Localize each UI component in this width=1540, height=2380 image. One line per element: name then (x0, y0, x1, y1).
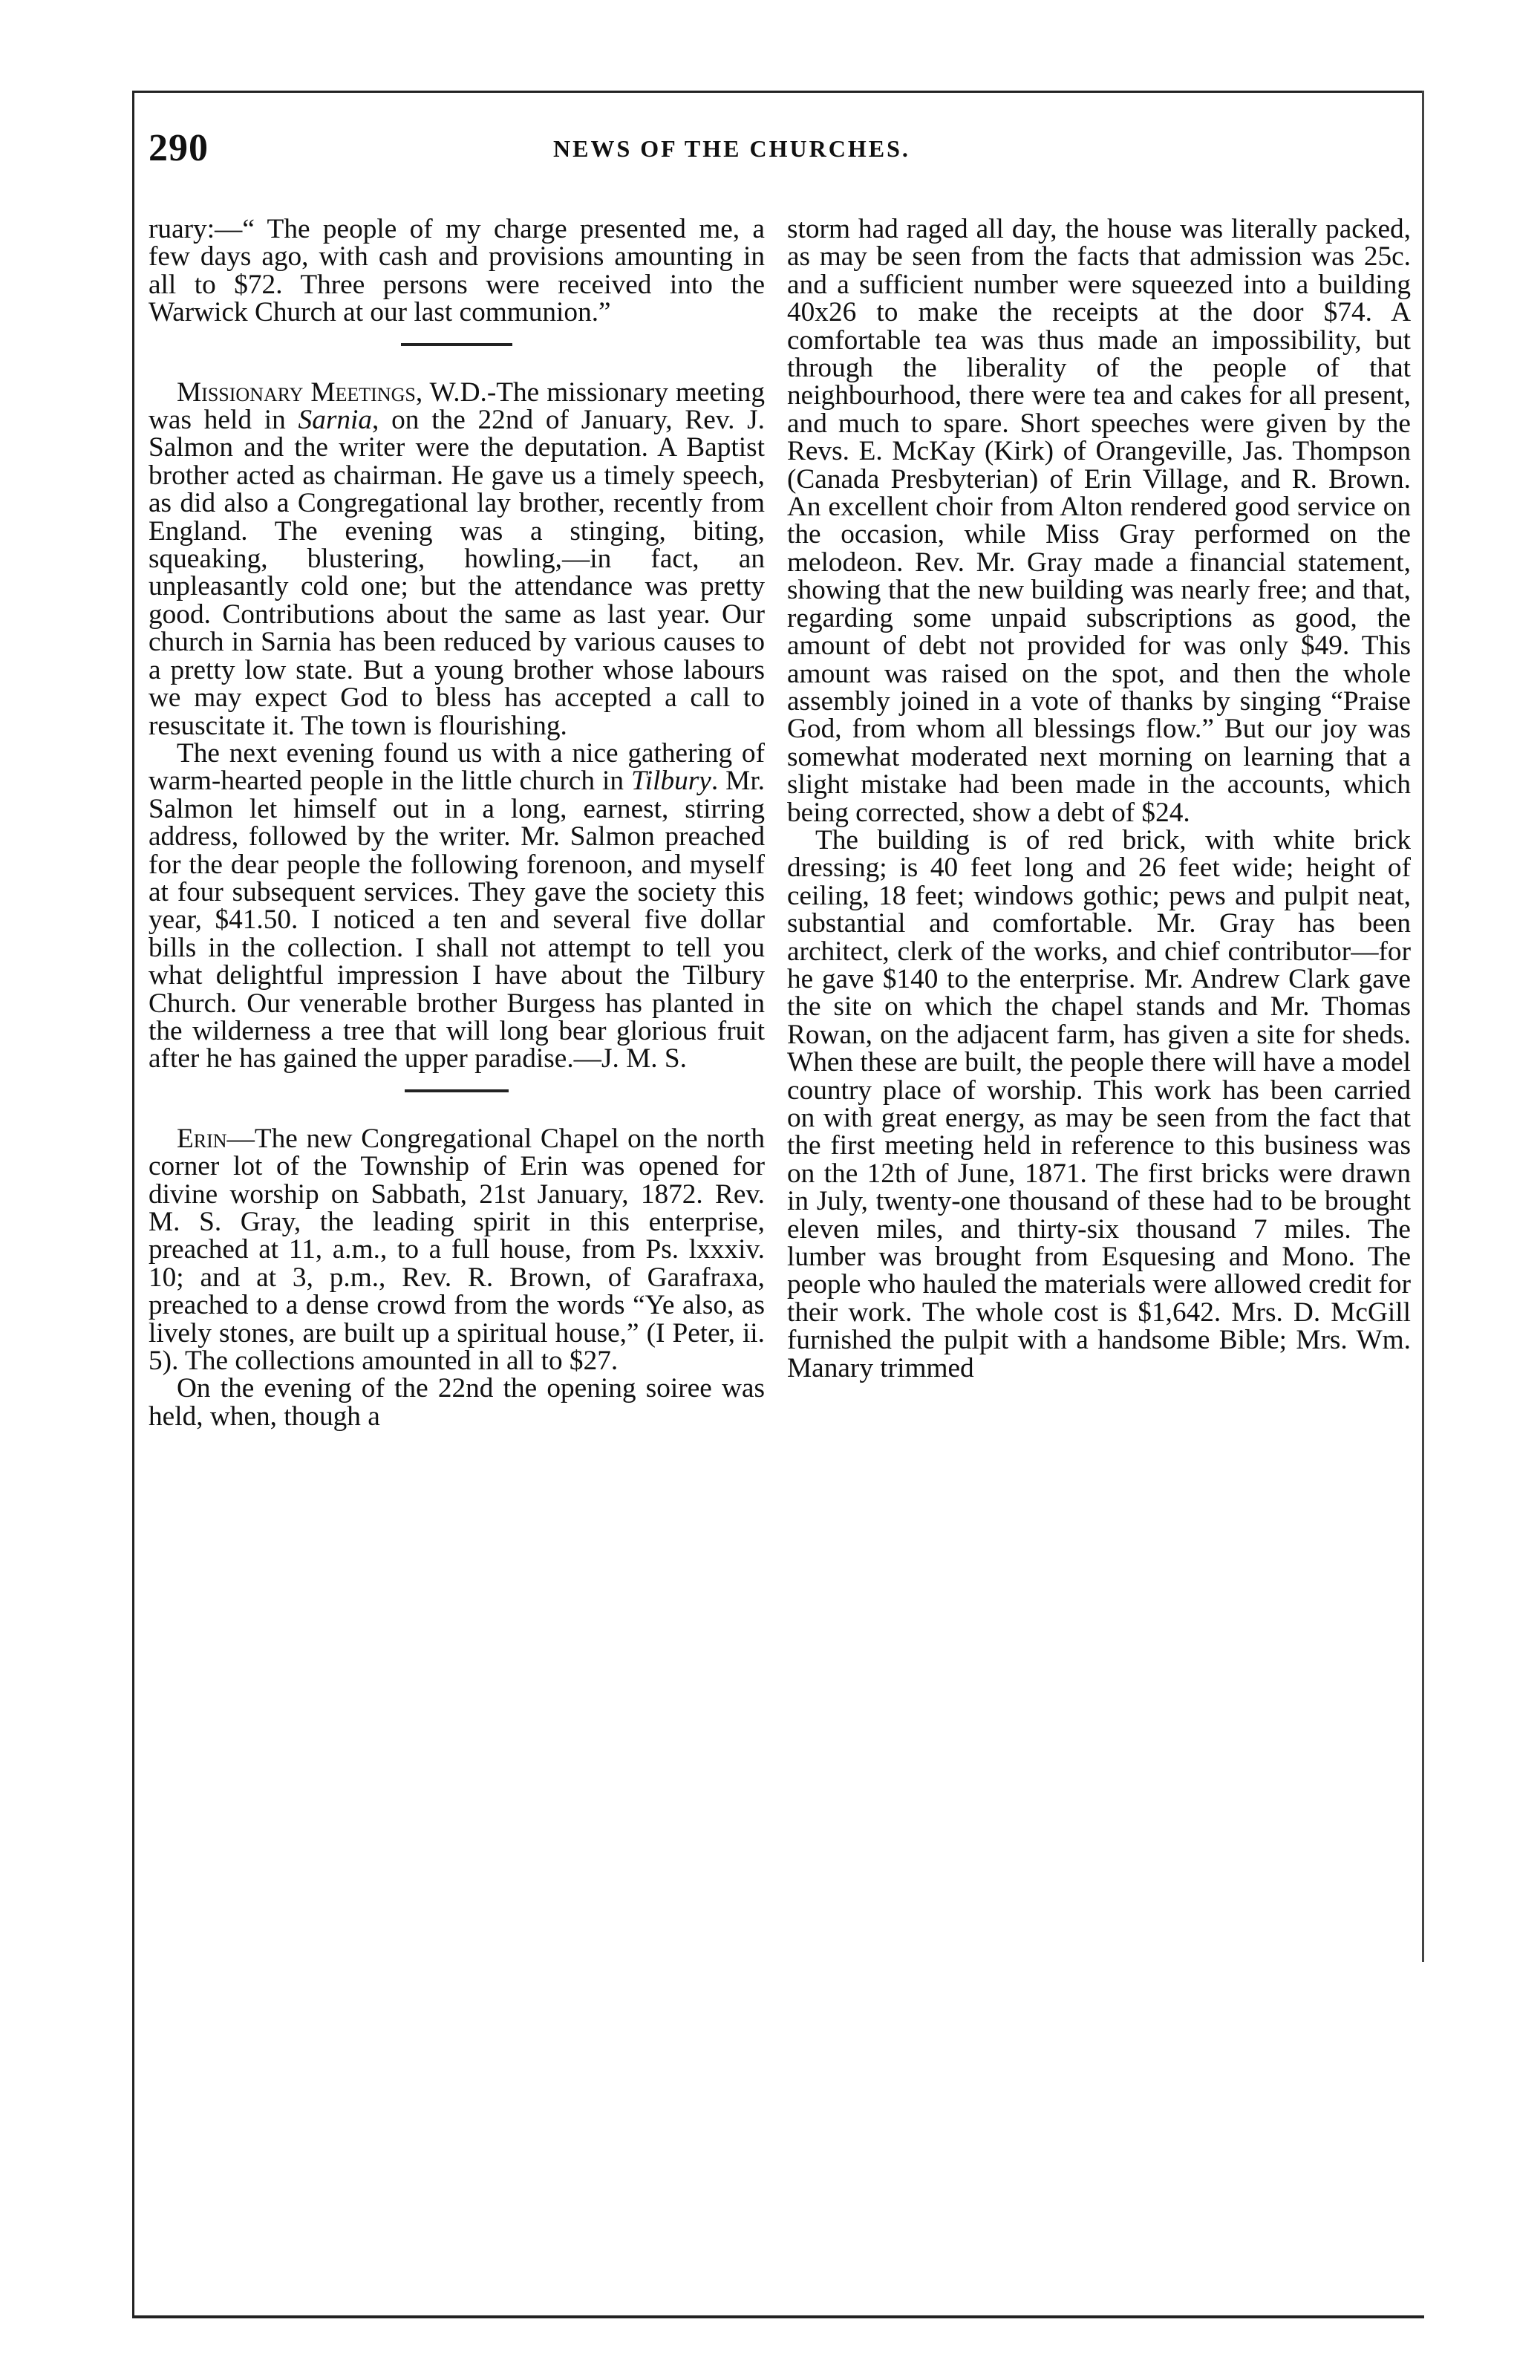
running-head: NEWS OF THE CHURCHES. (553, 135, 910, 162)
right-border-rule (1422, 91, 1424, 1962)
bottom-border-rule (132, 2315, 1424, 2318)
left-border-rule (132, 91, 134, 2318)
section-heading-erin: Erin (177, 1123, 227, 1154)
top-border-rule (132, 91, 1424, 93)
section-separator (401, 343, 512, 346)
paragraph-warwick-continuation: ruary:—“ The people of my charge presented me, a few days ago, with cash and provisions amounting in all to $72. Three persons were received into the Warwick Church at our last communion.” (149, 215, 765, 328)
paragraph-soiree-continuation: storm had raged all day, the house was literally packed, as may be seen from the facts that admission was 25c. and a sufficient number were squeezed into a building 40x26 to make the receipts at the door $74. A comfortable tea was thus made an impossibility, but through the liberality of the people of that neighbourhood, there were tea and cakes for all present, and much to spare. Short speeches were given by the Revs. E. McKay (Kirk) of Orangeville, Jas. Thompson (Canada Presbyterian) of Erin Village, and R. Brown. An excellent choir from Alton rendered good service on the occasion, while Miss Gray performed on the melodeon. Rev. Mr. Gray made a financial statement, showing that the new building was nearly free; and that, regarding some unpaid subscriptions as good, the amount of debt not provided for was only $49. This amount was raised on the spot, and then the whole assembly joined in a vote of thanks by singing “Praise God, from whom all blessings flow.” But our joy was somewhat moderated next morning on learning that a slight mistake had been made in the accounts, which being corrected, show a debt of $24. (787, 215, 1411, 828)
paragraph-erin-soiree: On the evening of the 22nd the opening soiree was held, when, though a (149, 1373, 765, 1432)
left-column (149, 215, 765, 2309)
section-heading-missionary: Missionary Meetings, W.D. (177, 376, 487, 408)
paragraph-erin-opening: Erin—The new Congregational Chapel on the north corner lot of the Township of Erin was opened for divine worship on Sabbath, 21st January, 1872. Rev. M. S. Gray, the leading spirit in this enterprise, preached at 11, a.m., to a full house, from Ps. lxxxiv. 10; and at 3, p.m., Rev. R. Brown, of Garafraxa, preached to a dense crowd from the words “Ye also, as lively stones, are built up a spiritual house,” (I Peter, ii. 5). The collections amounted in all to $27. (149, 1123, 765, 1377)
page-number: 290 (149, 127, 209, 169)
paragraph-building-description: The building is of red brick, with white brick dressing; is 40 feet long and 26 feet wide; height of ceiling, 18 feet; windows gothic; pews and pulpit neat, substantial and comfortable. Mr. Gray has been architect, clerk of the works, and chief contributor—for he gave $140 to the enterprise. Mr. Andrew Clark gave the site on which the chapel stands and Mr. Thomas Rowan, on the adjacent farm, has given a site for sheds. When these are built, the people there will have a model country place of worship. This work has been carried on with great energy, as may be seen from the fact that the first meeting held in reference to this business was on the 12th of June, 1871. The first bricks were drawn in July, twenty-one thousand of these had to be brought eleven miles, and thirty-six thousand 7 miles. The lumber was brought from Esquesing and Mono. The people who hauled the materials were allowed credit for their work. The whole cost is $1,642. Mrs. D. McGill furnished the pulpit with a handsome Bible; Mrs. Wm. Manary trimmed (787, 824, 1411, 1383)
paragraph-tilbury: The next evening found us with a nice gathering of warm-hearted people in the little church in Tilbury. Mr. Salmon let himself out in a long, earnest, stirring address, followed by the writer. Mr. Salmon preached for the dear people the following forenoon, and myself at four subsequent services. They gave the society this year, $41.50. I noticed a ten and several five dollar bills in the collection. I shall not attempt to tell you what delightful impression I have about the Tilbury Church. Our venerable brother Burgess has planted in the wilderness a tree that will long bear glorious fruit after he has gained the upper paradise.—J. M. S. (149, 737, 765, 1075)
section-separator (405, 1089, 509, 1092)
paragraph-missionary-meetings: Missionary Meetings, W.D.-The missionary meeting was held in Sarnia, on the 22nd of January, Rev. J. Salmon and the writer were the deputation. A Baptist brother acted as chairman. He gave us a timely speech, as did also a Congregational lay brother, recently from England. The evening was a stinging, biting, squeaking, blustering, howling,—in fact, an unpleasantly cold one; but the attendance was pretty good. Contributions about the same as last year. Our church in Sarnia has been reduced by various causes to a pretty low state. But a young brother whose labours we may expect God to bless has accepted a call to resuscitate it. The town is flourishing. (149, 376, 765, 741)
right-column (787, 215, 1411, 2309)
